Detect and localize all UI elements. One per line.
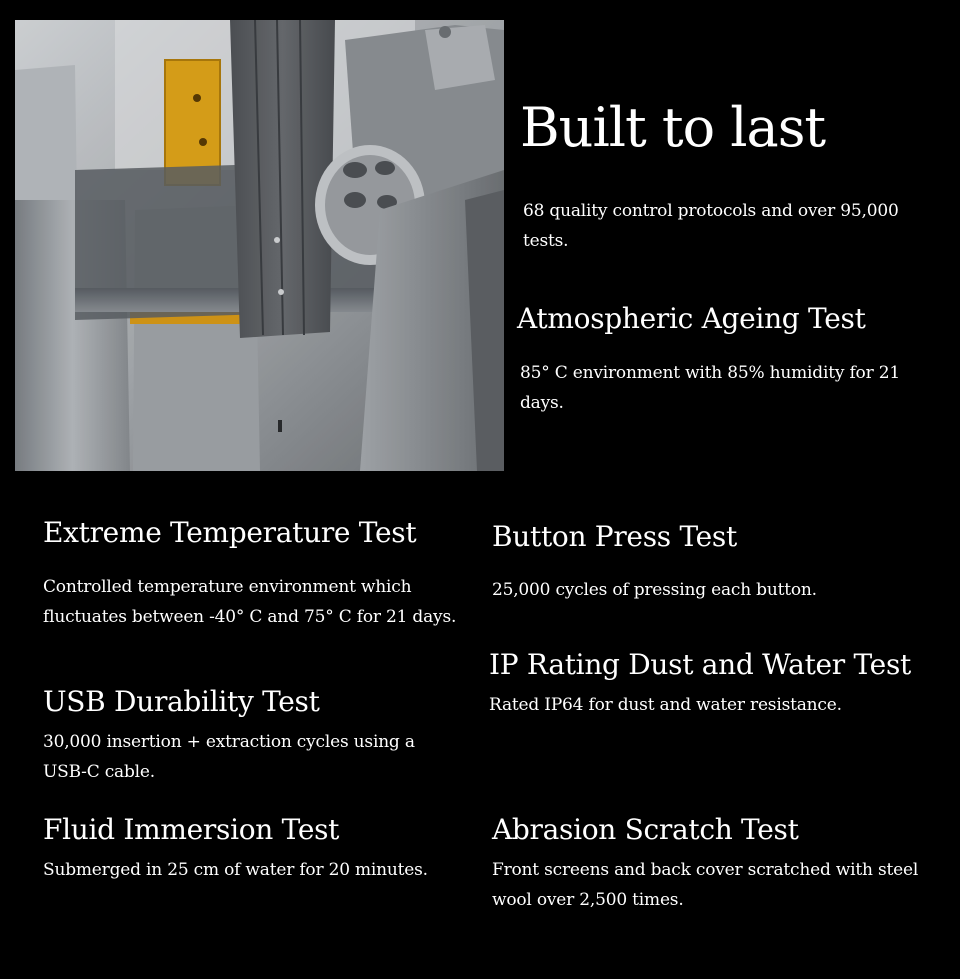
test-body-fluid-immersion: Submerged in 25 cm of water for 20 minutes. (43, 860, 428, 880)
page-subtitle: 68 quality control protocols and over 95,000 tests. (523, 201, 899, 251)
test-title-atmospheric-ageing: Atmospheric Ageing Test (517, 302, 866, 335)
test-body-ip-rating: Rated IP64 for dust and water resistance. (489, 695, 842, 715)
test-title-fluid-immersion: Fluid Immersion Test (43, 813, 340, 846)
test-title-usb-durability: USB Durability Test (43, 685, 320, 718)
page-title: Built to last (520, 96, 826, 159)
test-body-usb-durability: 30,000 insertion + extraction cycles using a USB-C cable. (43, 732, 415, 782)
test-title-extreme-temperature: Extreme Temperature Test (43, 516, 417, 549)
test-title-button-press: Button Press Test (492, 520, 737, 553)
test-title-ip-rating: IP Rating Dust and Water Test (489, 648, 911, 681)
test-body-button-press: 25,000 cycles of pressing each button. (492, 580, 817, 600)
test-machine-photo (15, 20, 504, 471)
test-title-abrasion-scratch: Abrasion Scratch Test (492, 813, 799, 846)
test-body-extreme-temperature: Controlled temperature environment which fluctuates between -40° C and 75° C for 21 days. (43, 577, 457, 627)
test-body-atmospheric-ageing: 85° C environment with 85% humidity for 21 days. (520, 363, 900, 413)
test-body-abrasion-scratch: Front screens and back cover scratched with steel wool over 2,500 times. (492, 860, 919, 910)
